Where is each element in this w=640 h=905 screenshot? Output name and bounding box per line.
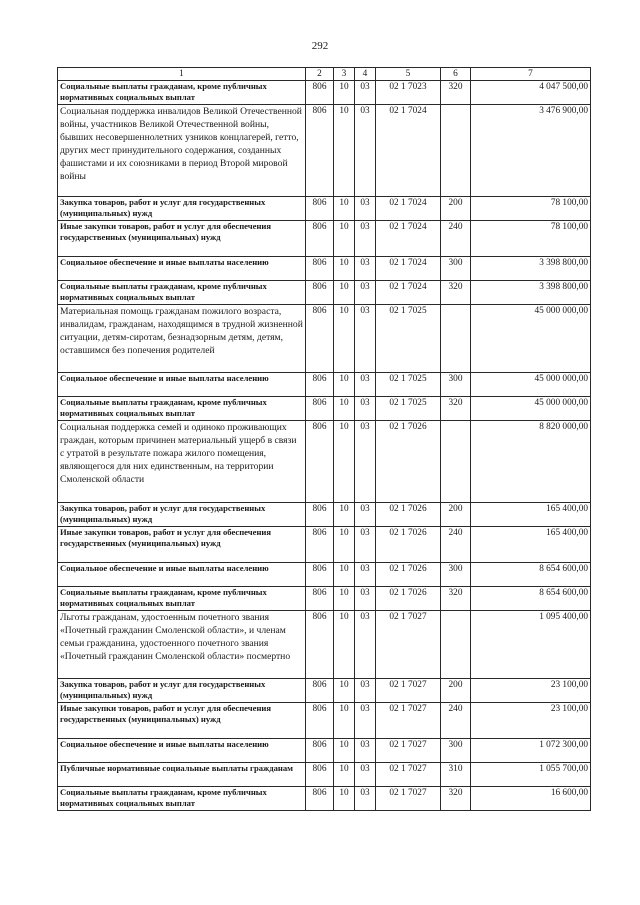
cell-amount: 3 398 800,00 — [471, 281, 591, 305]
cell-amount: 16 600,00 — [471, 787, 591, 811]
cell-subsection: 03 — [355, 221, 376, 257]
cell-amount: 1 072 300,00 — [471, 739, 591, 763]
cell-section: 10 — [334, 373, 355, 397]
cell-amount: 1 095 400,00 — [471, 611, 591, 679]
column-header: 6 — [441, 68, 471, 81]
cell-amount: 23 100,00 — [471, 703, 591, 739]
cell-target-article: 02 1 7024 — [376, 105, 441, 197]
table-row — [58, 81, 591, 105]
cell-subsection: 03 — [355, 197, 376, 221]
cell-expense-type: 320 — [441, 397, 471, 421]
table-row — [58, 257, 591, 281]
cell-expense-type: 240 — [441, 221, 471, 257]
cell-target-article: 02 1 7024 — [376, 257, 441, 281]
table-row — [58, 305, 591, 373]
cell-grbs: 806 — [306, 257, 334, 281]
table-row — [58, 679, 591, 703]
table-row — [58, 527, 591, 563]
row-name: Социальные выплаты гражданам, кроме публичных нормативных социальных выплат — [58, 281, 306, 305]
cell-expense-type: 200 — [441, 197, 471, 221]
cell-target-article: 02 1 7027 — [376, 787, 441, 811]
page-number: 292 — [311, 40, 329, 52]
cell-amount: 1 055 700,00 — [471, 763, 591, 787]
table-row — [58, 787, 591, 811]
cell-expense-type: 320 — [441, 587, 471, 611]
cell-expense-type: 300 — [441, 739, 471, 763]
row-name: Закупка товаров, работ и услуг для государственных (муниципальных) нужд — [58, 197, 306, 221]
cell-grbs: 806 — [306, 563, 334, 587]
cell-subsection: 03 — [355, 787, 376, 811]
cell-target-article: 02 1 7025 — [376, 397, 441, 421]
column-header: 3 — [334, 68, 355, 81]
table-body — [58, 81, 591, 811]
row-name: Закупка товаров, работ и услуг для государственных (муниципальных) нужд — [58, 503, 306, 527]
cell-amount: 165 400,00 — [471, 503, 591, 527]
row-name: Закупка товаров, работ и услуг для государственных (муниципальных) нужд — [58, 679, 306, 703]
cell-subsection: 03 — [355, 105, 376, 197]
cell-section: 10 — [334, 257, 355, 281]
cell-amount: 3 398 800,00 — [471, 257, 591, 281]
cell-target-article: 02 1 7027 — [376, 703, 441, 739]
row-name: Социальное обеспечение и иные выплаты населению — [58, 739, 306, 763]
cell-target-article: 02 1 7027 — [376, 739, 441, 763]
cell-subsection: 03 — [355, 257, 376, 281]
cell-subsection: 03 — [355, 763, 376, 787]
table-header — [58, 68, 591, 81]
cell-section: 10 — [334, 787, 355, 811]
table-row — [58, 397, 591, 421]
cell-expense-type: 320 — [441, 787, 471, 811]
cell-target-article: 02 1 7025 — [376, 373, 441, 397]
cell-section: 10 — [334, 587, 355, 611]
cell-target-article: 02 1 7027 — [376, 679, 441, 703]
cell-amount: 45 000 000,00 — [471, 397, 591, 421]
row-name: Иные закупки товаров, работ и услуг для обеспечения государственных (муниципальных) нужд — [58, 527, 306, 563]
cell-subsection: 03 — [355, 503, 376, 527]
cell-expense-type: 200 — [441, 503, 471, 527]
cell-amount: 8 654 600,00 — [471, 587, 591, 611]
table-row — [58, 281, 591, 305]
cell-expense-type: 320 — [441, 81, 471, 105]
table-row — [58, 503, 591, 527]
cell-grbs: 806 — [306, 611, 334, 679]
row-name: Социальное обеспечение и иные выплаты населению — [58, 373, 306, 397]
row-name: Социальное обеспечение и иные выплаты населению — [58, 563, 306, 587]
cell-grbs: 806 — [306, 81, 334, 105]
cell-section: 10 — [334, 421, 355, 503]
cell-expense-type: 240 — [441, 703, 471, 739]
cell-amount: 78 100,00 — [471, 197, 591, 221]
cell-section: 10 — [334, 105, 355, 197]
cell-section: 10 — [334, 679, 355, 703]
table-row — [58, 197, 591, 221]
cell-amount: 78 100,00 — [471, 221, 591, 257]
row-name: Социальное обеспечение и иные выплаты населению — [58, 257, 306, 281]
table-row — [58, 587, 591, 611]
cell-target-article: 02 1 7024 — [376, 221, 441, 257]
cell-expense-type — [441, 421, 471, 503]
cell-grbs: 806 — [306, 281, 334, 305]
cell-subsection: 03 — [355, 587, 376, 611]
cell-amount: 45 000 000,00 — [471, 305, 591, 373]
cell-amount: 8 820 000,00 — [471, 421, 591, 503]
cell-target-article: 02 1 7026 — [376, 503, 441, 527]
cell-subsection: 03 — [355, 281, 376, 305]
cell-expense-type: 300 — [441, 563, 471, 587]
cell-section: 10 — [334, 563, 355, 587]
cell-target-article: 02 1 7027 — [376, 763, 441, 787]
cell-grbs: 806 — [306, 739, 334, 763]
cell-grbs: 806 — [306, 221, 334, 257]
cell-subsection: 03 — [355, 679, 376, 703]
cell-subsection: 03 — [355, 527, 376, 563]
cell-expense-type: 300 — [441, 257, 471, 281]
cell-grbs: 806 — [306, 787, 334, 811]
column-header: 5 — [376, 68, 441, 81]
cell-section: 10 — [334, 281, 355, 305]
table-row — [58, 563, 591, 587]
cell-section: 10 — [334, 527, 355, 563]
cell-subsection: 03 — [355, 81, 376, 105]
cell-expense-type — [441, 611, 471, 679]
row-name: Социальная поддержка семей и одиноко проживающих граждан, которым причинен материальный ущерб в связи с утратой в результате пожара жилого помещения, являющегося для них единственным, на территории Смоленской области — [58, 421, 306, 503]
row-name: Публичные нормативные социальные выплаты гражданам — [58, 763, 306, 787]
row-name: Иные закупки товаров, работ и услуг для обеспечения государственных (муниципальных) нужд — [58, 703, 306, 739]
table-row — [58, 421, 591, 503]
cell-target-article: 02 1 7026 — [376, 421, 441, 503]
cell-target-article: 02 1 7024 — [376, 281, 441, 305]
cell-section: 10 — [334, 81, 355, 105]
cell-grbs: 806 — [306, 397, 334, 421]
cell-target-article: 02 1 7027 — [376, 611, 441, 679]
column-header: 7 — [471, 68, 591, 81]
cell-subsection: 03 — [355, 421, 376, 503]
cell-subsection: 03 — [355, 563, 376, 587]
cell-grbs: 806 — [306, 527, 334, 563]
cell-subsection: 03 — [355, 739, 376, 763]
table-row — [58, 611, 591, 679]
cell-expense-type — [441, 305, 471, 373]
row-name: Социальные выплаты гражданам, кроме публичных нормативных социальных выплат — [58, 397, 306, 421]
cell-section: 10 — [334, 305, 355, 373]
cell-section: 10 — [334, 503, 355, 527]
cell-grbs: 806 — [306, 587, 334, 611]
table-row — [58, 763, 591, 787]
cell-expense-type: 200 — [441, 679, 471, 703]
cell-target-article: 02 1 7023 — [376, 81, 441, 105]
cell-expense-type — [441, 105, 471, 197]
cell-subsection: 03 — [355, 305, 376, 373]
cell-target-article: 02 1 7025 — [376, 305, 441, 373]
cell-target-article: 02 1 7026 — [376, 563, 441, 587]
cell-section: 10 — [334, 197, 355, 221]
cell-section: 10 — [334, 221, 355, 257]
cell-grbs: 806 — [306, 197, 334, 221]
cell-subsection: 03 — [355, 703, 376, 739]
cell-section: 10 — [334, 611, 355, 679]
column-header: 4 — [355, 68, 376, 81]
column-header: 2 — [306, 68, 334, 81]
cell-grbs: 806 — [306, 763, 334, 787]
table-row — [58, 221, 591, 257]
cell-expense-type: 310 — [441, 763, 471, 787]
budget-table — [57, 67, 591, 811]
row-name: Социальные выплаты гражданам, кроме публичных нормативных социальных выплат — [58, 787, 306, 811]
cell-section: 10 — [334, 739, 355, 763]
row-name: Социальная поддержка инвалидов Великой Отечественной войны, участников Великой Отечественной войны, бывших несовершеннолетних узников концлагерей, гетто, других мест принудительного содержания, созданных фашистами и их союзниками в период Второй мировой войны — [58, 105, 306, 197]
cell-target-article: 02 1 7026 — [376, 527, 441, 563]
table-row — [58, 739, 591, 763]
cell-amount: 23 100,00 — [471, 679, 591, 703]
cell-target-article: 02 1 7026 — [376, 587, 441, 611]
row-name: Иные закупки товаров, работ и услуг для обеспечения государственных (муниципальных) нужд — [58, 221, 306, 257]
cell-target-article: 02 1 7024 — [376, 197, 441, 221]
cell-grbs: 806 — [306, 373, 334, 397]
cell-amount: 3 476 900,00 — [471, 105, 591, 197]
cell-grbs: 806 — [306, 679, 334, 703]
header-row — [58, 68, 591, 81]
cell-subsection: 03 — [355, 373, 376, 397]
row-name: Социальные выплаты гражданам, кроме публичных нормативных социальных выплат — [58, 587, 306, 611]
table-row — [58, 105, 591, 197]
cell-subsection: 03 — [355, 397, 376, 421]
row-name: Социальные выплаты гражданам, кроме публичных нормативных социальных выплат — [58, 81, 306, 105]
row-name: Материальная помощь гражданам пожилого возраста, инвалидам, гражданам, находящимся в трудной жизненной ситуации, детям-сиротам, безнадзорным детям, детям, оставшимся без попечения родителей — [58, 305, 306, 373]
table-row — [58, 373, 591, 397]
cell-amount: 45 000 000,00 — [471, 373, 591, 397]
cell-grbs: 806 — [306, 305, 334, 373]
cell-amount: 8 654 600,00 — [471, 563, 591, 587]
cell-amount: 165 400,00 — [471, 527, 591, 563]
cell-section: 10 — [334, 703, 355, 739]
cell-subsection: 03 — [355, 611, 376, 679]
cell-amount: 4 047 500,00 — [471, 81, 591, 105]
cell-grbs: 806 — [306, 105, 334, 197]
table-row — [58, 703, 591, 739]
cell-grbs: 806 — [306, 503, 334, 527]
cell-expense-type: 320 — [441, 281, 471, 305]
cell-grbs: 806 — [306, 703, 334, 739]
cell-expense-type: 300 — [441, 373, 471, 397]
cell-expense-type: 240 — [441, 527, 471, 563]
cell-section: 10 — [334, 763, 355, 787]
cell-section: 10 — [334, 397, 355, 421]
column-header: 1 — [58, 68, 306, 81]
row-name: Льготы гражданам, удостоенным почетного звания «Почетный гражданин Смоленской области», и членам семьи гражданина, удостоенного почетного звания «Почетный гражданин Смоленской области» посмертно — [58, 611, 306, 679]
cell-grbs: 806 — [306, 421, 334, 503]
